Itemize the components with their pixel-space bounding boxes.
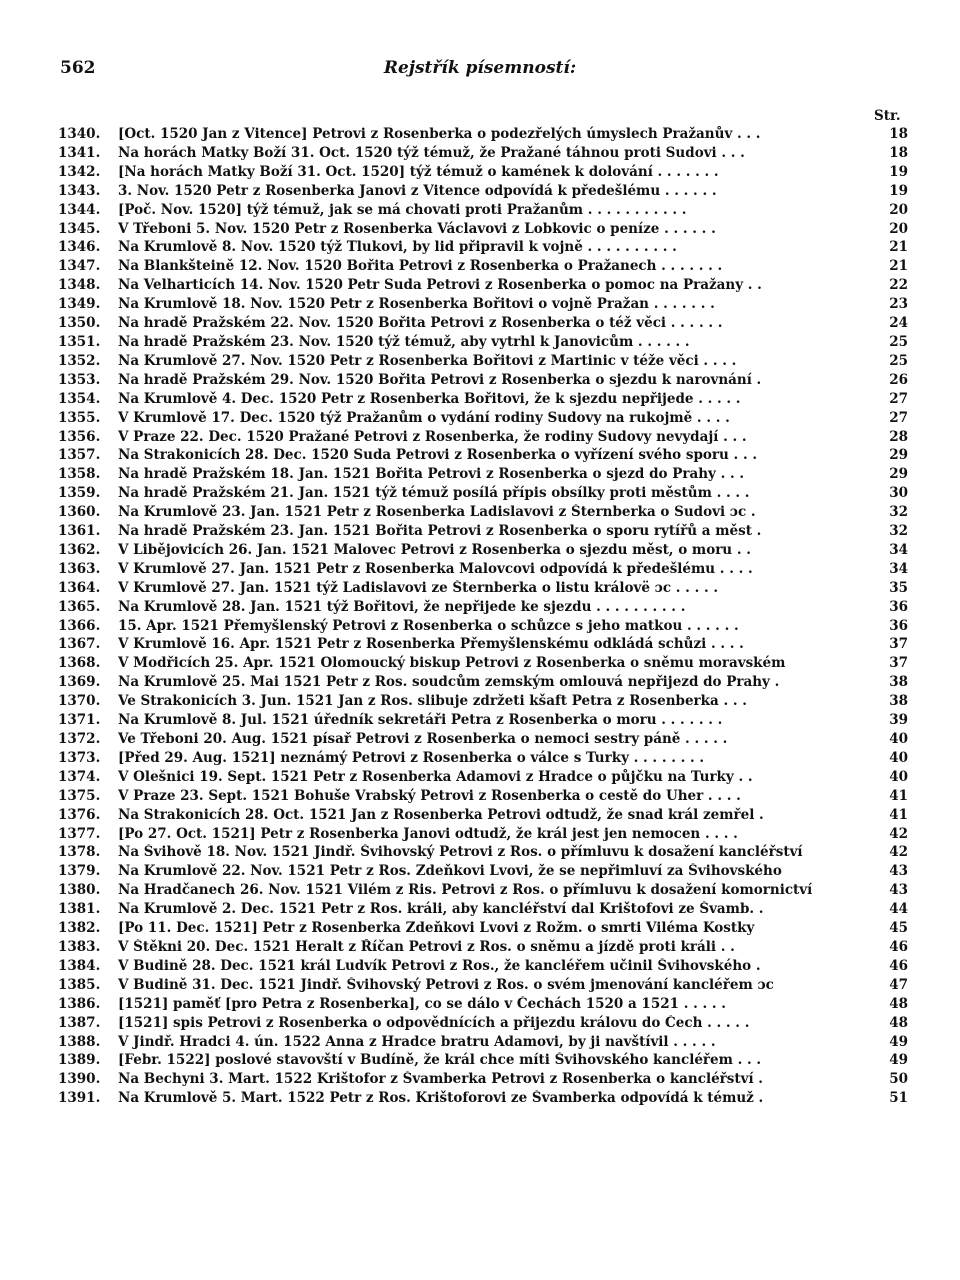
entry-page: 39 [889, 712, 908, 729]
entry-page: 26 [889, 371, 908, 388]
register-entry [58, 977, 908, 996]
entry-page: 42 [889, 844, 908, 861]
register-entry [58, 844, 908, 863]
register-entry [58, 580, 908, 599]
entry-description: Na Švihově 18. Nov. 1521 Jindř. Švihovský Petrovi z Ros. o přímluvu k dosažení kancléřství [118, 844, 803, 861]
register-entry [58, 202, 908, 221]
entry-number: 1377. [58, 825, 101, 842]
entry-description: Na Krumlově 27. Nov. 1520 Petr z Rosenberka Bořitovi z Martinic v téže věci . . . . [118, 352, 737, 369]
entry-page: 46 [889, 957, 908, 974]
entry-number: 1379. [58, 863, 101, 880]
register-entry [58, 164, 908, 183]
entry-description: V Krumlově 27. Jan. 1521 týž Ladislavovi ze Šternberka o listu královë ɔc . . . . . [118, 579, 719, 596]
entry-number: 1342. [58, 163, 101, 180]
entry-description: Na Krumlově 8. Jul. 1521 úředník sekretáři Petra z Rosenberka o moru . . . . . . . [118, 712, 723, 729]
register-entry [58, 353, 908, 372]
entry-page: 23 [889, 296, 908, 313]
entry-page: 21 [889, 239, 908, 256]
entry-number: 1378. [58, 844, 101, 861]
entry-number: 1340. [58, 126, 101, 142]
entry-description: Na hradě Pražském 22. Nov. 1520 Bořita Petrovi z Rosenberka o též věci . . . . . . [118, 315, 723, 332]
register-entry [58, 939, 908, 958]
entry-number: 1368. [58, 655, 101, 672]
register-entry [58, 901, 908, 920]
entry-page: 27 [889, 409, 908, 426]
entry-number: 1344. [58, 201, 101, 218]
register-entry [58, 920, 908, 939]
entry-number: 1358. [58, 466, 101, 483]
register-entry [58, 788, 908, 807]
register-entry [58, 334, 908, 353]
entry-number: 1364. [58, 579, 101, 596]
entry-description: Na Krumlově 28. Jan. 1521 týž Bořitovi, že nepřijede ke sjezdu . . . . . . . . . . [118, 598, 686, 615]
entry-page: 44 [889, 901, 908, 918]
entry-page: 45 [889, 920, 908, 937]
entry-page: 34 [889, 560, 908, 577]
entry-page: 42 [889, 825, 908, 842]
page-column-label: Str. [874, 108, 901, 124]
entry-description: [Poč. Nov. 1520] týž témuž, jak se má chovati proti Pražanům . . . . . . . . . . . [118, 201, 687, 218]
entry-number: 1370. [58, 693, 101, 710]
register-entry [58, 1034, 908, 1053]
entry-description: 15. Apr. 1521 Přemyšlenský Petrovi z Rosenberka o schůzce s jeho matkou . . . . . . [118, 617, 739, 634]
entry-number: 1382. [58, 920, 101, 937]
register-entry [58, 485, 908, 504]
entry-number: 1383. [58, 938, 101, 955]
entry-description: [Febr. 1522] poslové stavovští v Budíně, že král chce míti Švihovského kancléřem . . . [118, 1052, 762, 1069]
entry-number: 1372. [58, 731, 101, 747]
register-entry [58, 542, 908, 561]
register-entry [58, 466, 908, 485]
entry-number: 1369. [58, 674, 101, 691]
register-entry [58, 504, 908, 523]
entry-number: 1353. [58, 371, 101, 388]
entry-page: 36 [889, 598, 908, 615]
register-entry [58, 807, 908, 826]
register-entry [58, 958, 908, 977]
entry-description: Na Hradčanech 26. Nov. 1521 Vilém z Ris. Petrovi z Ros. o přímluvu k dosažení komornictví [118, 882, 813, 899]
entry-page: 40 [889, 731, 908, 747]
entry-description: V Libějovicích 26. Jan. 1521 Malovec Petrovi z Rosenberka o sjezdu měst, o moru . . [118, 541, 751, 558]
entry-page: 18 [889, 144, 908, 161]
register-entry [58, 1071, 908, 1090]
entry-page: 35 [889, 579, 908, 596]
entry-page: 37 [889, 636, 908, 653]
entry-description: Na Strakonicích 28. Dec. 1520 Suda Petrovi z Rosenberka o vyřízení svého sporu . . . [118, 447, 758, 464]
entry-number: 1345. [58, 220, 101, 237]
register-entry [58, 296, 908, 315]
entry-page: 43 [889, 882, 908, 899]
entry-number: 1367. [58, 636, 101, 653]
entry-page: 25 [889, 333, 908, 350]
register-entry [58, 826, 908, 845]
entry-description: Na hradě Pražském 29. Nov. 1520 Bořita Petrovi z Rosenberka o sjezdu k narovnání . [118, 371, 762, 388]
register-entry [58, 372, 908, 391]
entry-number: 1391. [58, 1090, 101, 1107]
entry-page: 32 [889, 523, 908, 540]
register-entry [58, 239, 908, 258]
register-entry [58, 277, 908, 296]
register-entry [58, 712, 908, 731]
running-title: Rejstřík písemností: [383, 58, 577, 78]
entry-page: 30 [889, 485, 908, 502]
entry-number: 1380. [58, 882, 101, 899]
entry-page: 38 [889, 674, 908, 691]
register-entry [58, 674, 908, 693]
register-entry [58, 693, 908, 712]
entry-description: V Jindř. Hradci 4. ún. 1522 Anna z Hradce bratru Adamovi, by ji navštívil . . . . . [118, 1033, 716, 1050]
entry-number: 1366. [58, 617, 101, 634]
entry-number: 1346. [58, 239, 101, 256]
register-entry [58, 731, 908, 750]
entry-description: Na Krumlově 4. Dec. 1520 Petr z Rosenberka Bořitovi, že k sjezdu nepřijede . . . . . [118, 390, 741, 407]
entry-page: 19 [889, 182, 908, 199]
entry-page: 46 [889, 938, 908, 955]
entry-description: Na Velharticích 14. Nov. 1520 Petr Suda Petrovi z Rosenberka o pomoc na Pražany . . [118, 277, 762, 294]
entry-description: V Budině 31. Dec. 1521 Jindř. Švihovský Petrovi z Ros. o svém jmenování kancléřem ɔc [118, 976, 774, 993]
entry-description: V Krumlově 17. Dec. 1520 týž Pražanům o vydání rodiny Sudovy na rukojmě . . . . [118, 409, 730, 426]
register-entry [58, 561, 908, 580]
register-entry [58, 258, 908, 277]
entry-description: Ve Třeboni 20. Aug. 1521 písař Petrovi z Rosenberka o nemoci sestry páně . . . . . [118, 731, 728, 747]
entry-number: 1363. [58, 560, 101, 577]
entry-number: 1357. [58, 447, 101, 464]
entry-page: 49 [889, 1052, 908, 1069]
entry-number: 1376. [58, 806, 101, 823]
register-entries [58, 126, 908, 1109]
entry-description: 3. Nov. 1520 Petr z Rosenberka Janovi z Vitence odpovídá k předešlému . . . . . . [118, 182, 717, 199]
entry-page: 27 [889, 390, 908, 407]
register-entry [58, 636, 908, 655]
entry-description: V Krumlově 27. Jan. 1521 Petr z Rosenberka Malovcovi odpovídá k předešlému . . . . [118, 560, 753, 577]
entry-description: V Štěkni 20. Dec. 1521 Heralt z Říčan Petrovi z Ros. o sněmu a jízdě proti králi . . [118, 938, 735, 955]
entry-number: 1387. [58, 1014, 101, 1031]
entry-description: Ve Strakonicích 3. Jun. 1521 Jan z Ros. slibuje zdržeti kšaft Petra z Rosenberka . . . [118, 693, 747, 710]
entry-description: Na hradě Pražském 23. Jan. 1521 Bořita Petrovi z Rosenberka o sporu rytířů a měst . [118, 523, 762, 540]
entry-description: Na Krumlově 23. Jan. 1521 Petr z Rosenberka Ladislavovi z Šternberka o Sudovi ɔc . [118, 504, 756, 521]
entry-page: 38 [889, 693, 908, 710]
entry-number: 1365. [58, 598, 101, 615]
entry-page: 32 [889, 504, 908, 521]
entry-page: 50 [889, 1071, 908, 1088]
register-entry [58, 429, 908, 448]
register-entry [58, 863, 908, 882]
entry-description: Na Krumlově 22. Nov. 1521 Petr z Ros. Zdeňkovi Lvovi, že se nepřimluví za Švihovského [118, 863, 782, 880]
entry-number: 1388. [58, 1033, 101, 1050]
register-entry [58, 315, 908, 334]
entry-page: 40 [889, 749, 908, 766]
entry-page: 21 [889, 258, 908, 275]
entry-page: 22 [889, 277, 908, 294]
entry-number: 1355. [58, 409, 101, 426]
register-entry [58, 618, 908, 637]
entry-number: 1348. [58, 277, 101, 294]
entry-page: 20 [889, 201, 908, 218]
entry-description: Na hradě Pražském 23. Nov. 1520 týž témuž, aby vytrhl k Janovicům . . . . . . [118, 333, 690, 350]
register-entry [58, 769, 908, 788]
register-entry [58, 1090, 908, 1109]
register-entry [58, 599, 908, 618]
entry-number: 1375. [58, 787, 101, 804]
entry-page: 47 [889, 976, 908, 993]
entry-page: 49 [889, 1033, 908, 1050]
register-entry [58, 750, 908, 769]
entry-number: 1381. [58, 901, 101, 918]
register-entry [58, 183, 908, 202]
entry-number: 1360. [58, 504, 101, 521]
page-number: 562 [60, 58, 96, 78]
entry-page: 28 [889, 428, 908, 445]
entry-page: 40 [889, 768, 908, 785]
entry-number: 1359. [58, 485, 101, 502]
entry-description: [Po 11. Dec. 1521] Petr z Rosenberka Zdeňkovi Lvovi z Rožm. o smrti Viléma Kostky [118, 920, 755, 937]
entry-number: 1347. [58, 258, 101, 275]
entry-number: 1389. [58, 1052, 101, 1069]
entry-description: Na Krumlově 2. Dec. 1521 Petr z Ros. králi, aby kancléřství dal Krištofovi ze Švamb. . [118, 901, 764, 918]
entry-description: Na hradě Pražském 18. Jan. 1521 Bořita Petrovi z Rosenberka o sjezd do Prahy . . . [118, 466, 745, 483]
entry-description: [Oct. 1520 Jan z Vitence] Petrovi z Rosenberka o podezřelých úmyslech Pražanův . . . [118, 126, 761, 142]
entry-description: [Na horách Matky Boží 31. Oct. 1520] týž témuž o kamének k dolování . . . . . . . [118, 163, 719, 180]
entry-page: 43 [889, 863, 908, 880]
register-entry [58, 145, 908, 164]
register-entry [58, 996, 908, 1015]
entry-description: Na Krumlově 18. Nov. 1520 Petr z Rosenberka Bořitovi o vojně Pražan . . . . . . . [118, 296, 715, 313]
entry-page: 20 [889, 220, 908, 237]
entry-number: 1373. [58, 749, 101, 766]
entry-number: 1361. [58, 523, 101, 540]
entry-description: [Před 29. Aug. 1521] neznámý Petrovi z Rosenberka o válce s Turky . . . . . . . . [118, 749, 705, 766]
entry-description: V Krumlově 16. Apr. 1521 Petr z Rosenberka Přemyšlenskému odkládá schůzi . . . . [118, 636, 744, 653]
entry-page: 24 [889, 315, 908, 332]
entry-number: 1356. [58, 428, 101, 445]
register-entry [58, 882, 908, 901]
entry-description: V Modřicích 25. Apr. 1521 Olomoucký biskup Petrovi z Rosenberka o sněmu moravském [118, 655, 786, 672]
register-entry [58, 655, 908, 674]
entry-number: 1371. [58, 712, 101, 729]
entry-description: V Třeboni 5. Nov. 1520 Petr z Rosenberka Václavovi z Lobkovic o peníze . . . . . . [118, 220, 716, 237]
entry-page: 48 [889, 995, 908, 1012]
entry-description: Na Bechyni 3. Mart. 1522 Krištofor z Švamberka Petrovi z Rosenberka o kancléřství . [118, 1071, 764, 1088]
entry-description: V Praze 22. Dec. 1520 Pražané Petrovi z Rosenberka, že rodiny Sudovy nevydají . . . [118, 428, 747, 445]
entry-description: V Olešnici 19. Sept. 1521 Petr z Rosenberka Adamovi z Hradce o půjčku na Turky . . [118, 768, 753, 785]
entry-page: 48 [889, 1014, 908, 1031]
entry-page: 18 [889, 126, 908, 142]
entry-number: 1362. [58, 541, 101, 558]
register-entry [58, 447, 908, 466]
entry-description: Na Krumlově 25. Mai 1521 Petr z Ros. soudcům zemským omlouvá nepřijezd do Prahy . [118, 674, 780, 691]
entry-number: 1386. [58, 995, 101, 1012]
entry-page: 41 [889, 787, 908, 804]
entry-page: 29 [889, 466, 908, 483]
entry-description: Na Strakonicích 28. Oct. 1521 Jan z Rosenberka Petrovi odtudž, že snad král zemřel . [118, 806, 764, 823]
entry-description: [1521] spis Petrovi z Rosenberka o odpovědnících a přijezdu královu do Čech . . . . . [118, 1014, 750, 1031]
entry-page: 25 [889, 352, 908, 369]
entry-number: 1374. [58, 768, 101, 785]
entry-page: 51 [889, 1090, 908, 1107]
entry-description: V Budině 28. Dec. 1521 král Ludvík Petrovi z Ros., že kancléřem učinil Švihovského . [118, 957, 761, 974]
entry-description: Na hradě Pražském 21. Jan. 1521 týž témuž posílá přípis obsílky proti městům . . . . [118, 485, 750, 502]
entry-page: 29 [889, 447, 908, 464]
entry-description: V Praze 23. Sept. 1521 Bohuše Vrabský Petrovi z Rosenberka o cestě do Uher . . . . [118, 787, 741, 804]
entry-page: 34 [889, 541, 908, 558]
entry-page: 41 [889, 806, 908, 823]
entry-page: 36 [889, 617, 908, 634]
entry-number: 1350. [58, 315, 101, 332]
entry-description: Na Blankšteině 12. Nov. 1520 Bořita Petrovi z Rosenberka o Pražanech . . . . . . . [118, 258, 723, 275]
register-entry [58, 221, 908, 240]
entry-number: 1343. [58, 182, 101, 199]
register-entry [58, 523, 908, 542]
entry-number: 1341. [58, 144, 101, 161]
entry-number: 1351. [58, 333, 101, 350]
register-entry [58, 1015, 908, 1034]
entry-description: Na Krumlově 5. Mart. 1522 Petr z Ros. Krištoforovi ze Švamberka odpovídá k témuž . [118, 1090, 764, 1107]
entry-number: 1384. [58, 957, 101, 974]
register-entry [58, 410, 908, 429]
entry-number: 1354. [58, 390, 101, 407]
entry-number: 1390. [58, 1071, 101, 1088]
entry-number: 1349. [58, 296, 101, 313]
entry-number: 1385. [58, 976, 101, 993]
entry-description: [1521] paměť [pro Petra z Rosenberka], co se dálo v Čechách 1520 a 1521 . . . . . [118, 995, 727, 1012]
register-entry [58, 391, 908, 410]
entry-description: Na horách Matky Boží 31. Oct. 1520 týž témuž, že Pražané táhnou proti Sudovi . . . [118, 144, 745, 161]
entry-page: 19 [889, 163, 908, 180]
entry-description: [Po 27. Oct. 1521] Petr z Rosenberka Janovi odtudž, že král jest jen nemocen . . . . [118, 825, 738, 842]
register-entry [58, 126, 908, 145]
entry-description: Na Krumlově 8. Nov. 1520 týž Tlukovi, by lid připravil k vojně . . . . . . . . . . [118, 239, 677, 256]
entry-number: 1352. [58, 352, 101, 369]
entry-page: 37 [889, 655, 908, 672]
register-entry [58, 1052, 908, 1071]
